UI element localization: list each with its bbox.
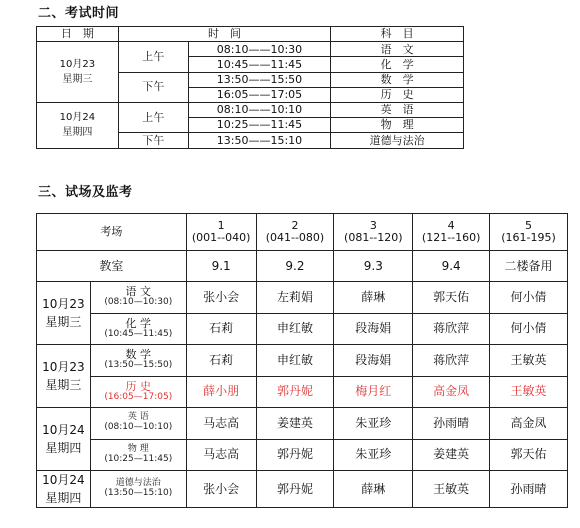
proctor-cell: 左莉娟 (256, 282, 334, 314)
proctor-cell: 孙雨晴 (490, 471, 568, 508)
weekday-label: 星期四 (62, 127, 93, 139)
subject-name: 英 语 (127, 412, 149, 423)
subject-name: 化 学 (125, 316, 152, 330)
subject-cell (90, 439, 186, 471)
proctor-cell: 何小倩 (490, 313, 568, 345)
date-label: 10月24 (42, 473, 85, 487)
date-label: 10月23 (59, 59, 96, 71)
table-row (37, 282, 568, 314)
table-row (37, 439, 568, 471)
subject-cell: 数 学 (331, 72, 464, 87)
time-cell: 13:50——15:10 (188, 133, 331, 148)
proctor-cell: 郭天佑 (490, 439, 568, 471)
room-number: 2 (291, 219, 299, 233)
time-cell: 08:10——10:10 (188, 102, 331, 117)
subject-cell (90, 408, 186, 440)
header-subject: 科 目 (331, 27, 464, 42)
subject-name: 语 文 (125, 285, 152, 299)
time-cell: 08:10——10:30 (188, 42, 331, 57)
proctor-cell: 蒋欣萍 (413, 313, 490, 345)
room-range: (161-195) (501, 231, 556, 244)
date-label: 10月23 (42, 360, 85, 374)
exam-time-table (36, 26, 464, 149)
time-cell: 13:50——15:50 (188, 72, 331, 87)
subject-time: (08:10—10:30) (104, 297, 173, 308)
classroom-cell: 9.2 (256, 251, 334, 282)
header-date: 日 期 (37, 27, 119, 42)
date-cell (37, 102, 119, 148)
room-number: 4 (447, 219, 455, 233)
proctor-cell: 朱亚珍 (334, 439, 413, 471)
subject-name: 数 学 (125, 348, 152, 362)
room-number: 3 (369, 219, 377, 233)
subject-cell (90, 313, 186, 345)
proctor-cell: 薛琳 (334, 282, 413, 314)
proctor-cell: 王敏英 (413, 471, 490, 508)
room-cell (186, 214, 256, 251)
proctor-cell: 郭丹妮 (256, 439, 334, 471)
proctor-cell: 何小倩 (490, 282, 568, 314)
date-cell (37, 345, 91, 408)
proctor-cell: 蒋欣萍 (413, 345, 490, 377)
subject-cell: 道德与法治 (331, 133, 464, 148)
table-row (37, 313, 568, 345)
proctor-cell: 石莉 (186, 345, 256, 377)
subject-cell: 物 理 (331, 118, 464, 133)
proctor-cell: 薛小朋 (186, 376, 256, 408)
room-range: (121--160) (421, 231, 481, 244)
exam-time-heading: 二、考试时间 (38, 6, 120, 21)
subject-cell (90, 282, 186, 314)
table-row (37, 345, 568, 377)
proctor-heading: 三、试场及监考 (38, 185, 133, 200)
subject-time: (08:10—10:10) (104, 422, 173, 433)
subject-time: (13:50—15:50) (104, 360, 173, 371)
subject-name: 道德与法治 (115, 478, 161, 489)
table-row (37, 42, 464, 57)
date-cell (37, 42, 119, 103)
date-label: 10月24 (59, 112, 96, 124)
weekday-label: 星期四 (45, 491, 82, 505)
classroom-label: 教室 (37, 251, 187, 282)
classroom-cell: 9.4 (413, 251, 490, 282)
proctor-cell: 申红敏 (256, 345, 334, 377)
proctor-cell: 石莉 (186, 313, 256, 345)
classroom-row (37, 251, 568, 282)
proctor-cell: 张小会 (186, 282, 256, 314)
period-label: 下午 (118, 133, 188, 148)
proctor-cell: 郭丹妮 (256, 376, 334, 408)
date-label: 10月23 (42, 297, 85, 311)
period-label: 上午 (118, 102, 188, 132)
proctor-cell: 张小会 (186, 471, 256, 508)
date-cell (37, 282, 91, 345)
period-label: 下午 (118, 72, 188, 102)
subject-cell: 英 语 (331, 102, 464, 117)
period-label: 上午 (118, 42, 188, 72)
subject-time: (10:25—11:45) (104, 453, 173, 464)
room-cell (413, 214, 490, 251)
table-row (37, 471, 568, 508)
subject-cell (90, 345, 186, 377)
classroom-cell: 9.3 (334, 251, 413, 282)
weekday-label: 星期三 (45, 378, 82, 392)
date-cell (37, 408, 91, 471)
header-time: 时 间 (118, 27, 330, 42)
proctor-cell: 朱亚珍 (334, 408, 413, 440)
room-cell (334, 214, 413, 251)
proctor-cell: 孙雨晴 (413, 408, 490, 440)
proctor-cell: 王敏英 (490, 376, 568, 408)
proctor-cell: 段海娟 (334, 345, 413, 377)
table-row-highlighted (37, 376, 568, 408)
weekday-label: 星期三 (45, 315, 82, 329)
proctor-cell: 马志高 (186, 439, 256, 471)
proctor-cell: 郭天佑 (413, 282, 490, 314)
room-range: (081--120) (344, 231, 403, 244)
time-cell: 10:45——11:45 (188, 57, 331, 72)
weekday-label: 星期四 (45, 441, 82, 455)
subject-time: (13:50—15:10) (104, 488, 173, 498)
room-number: 1 (217, 219, 225, 233)
subject-name: 物 理 (127, 443, 149, 454)
subject-cell (90, 471, 186, 508)
subject-time: (16:05—17:05) (104, 391, 173, 402)
proctor-cell: 马志高 (186, 408, 256, 440)
date-label: 10月24 (42, 423, 85, 437)
table-row (37, 102, 464, 117)
subject-cell (90, 376, 186, 408)
table-row (37, 408, 568, 440)
room-number: 5 (525, 219, 533, 233)
proctor-cell: 姜建英 (256, 408, 334, 440)
weekday-label: 星期三 (62, 74, 93, 86)
classroom-cell: 二楼备用 (490, 251, 568, 282)
subject-name: 历 史 (125, 379, 152, 393)
room-range: (001--040) (191, 231, 251, 244)
room-range: (041--080) (265, 231, 325, 244)
date-cell (37, 471, 91, 508)
proctor-cell: 申红敏 (256, 313, 334, 345)
proctor-cell: 高金凤 (490, 408, 568, 440)
proctor-cell: 郭丹妮 (256, 471, 334, 508)
subject-cell: 化 学 (331, 57, 464, 72)
room-header-row (37, 214, 568, 251)
proctor-table (36, 213, 568, 508)
time-cell: 16:05——17:05 (188, 87, 331, 102)
room-cell (256, 214, 334, 251)
room-header-label: 考场 (37, 214, 187, 251)
subject-cell: 历 史 (331, 87, 464, 102)
subject-time: (10:45—11:45) (104, 328, 173, 339)
proctor-cell: 薛琳 (334, 471, 413, 508)
proctor-cell: 段海娟 (334, 313, 413, 345)
proctor-cell: 高金凤 (413, 376, 490, 408)
proctor-cell: 姜建英 (413, 439, 490, 471)
classroom-cell: 9.1 (186, 251, 256, 282)
proctor-cell: 王敏英 (490, 345, 568, 377)
exam-time-header-row (37, 27, 464, 42)
room-cell (490, 214, 568, 251)
subject-cell: 语 文 (331, 42, 464, 57)
proctor-cell: 梅月红 (334, 376, 413, 408)
time-cell: 10:25——11:45 (188, 118, 331, 133)
